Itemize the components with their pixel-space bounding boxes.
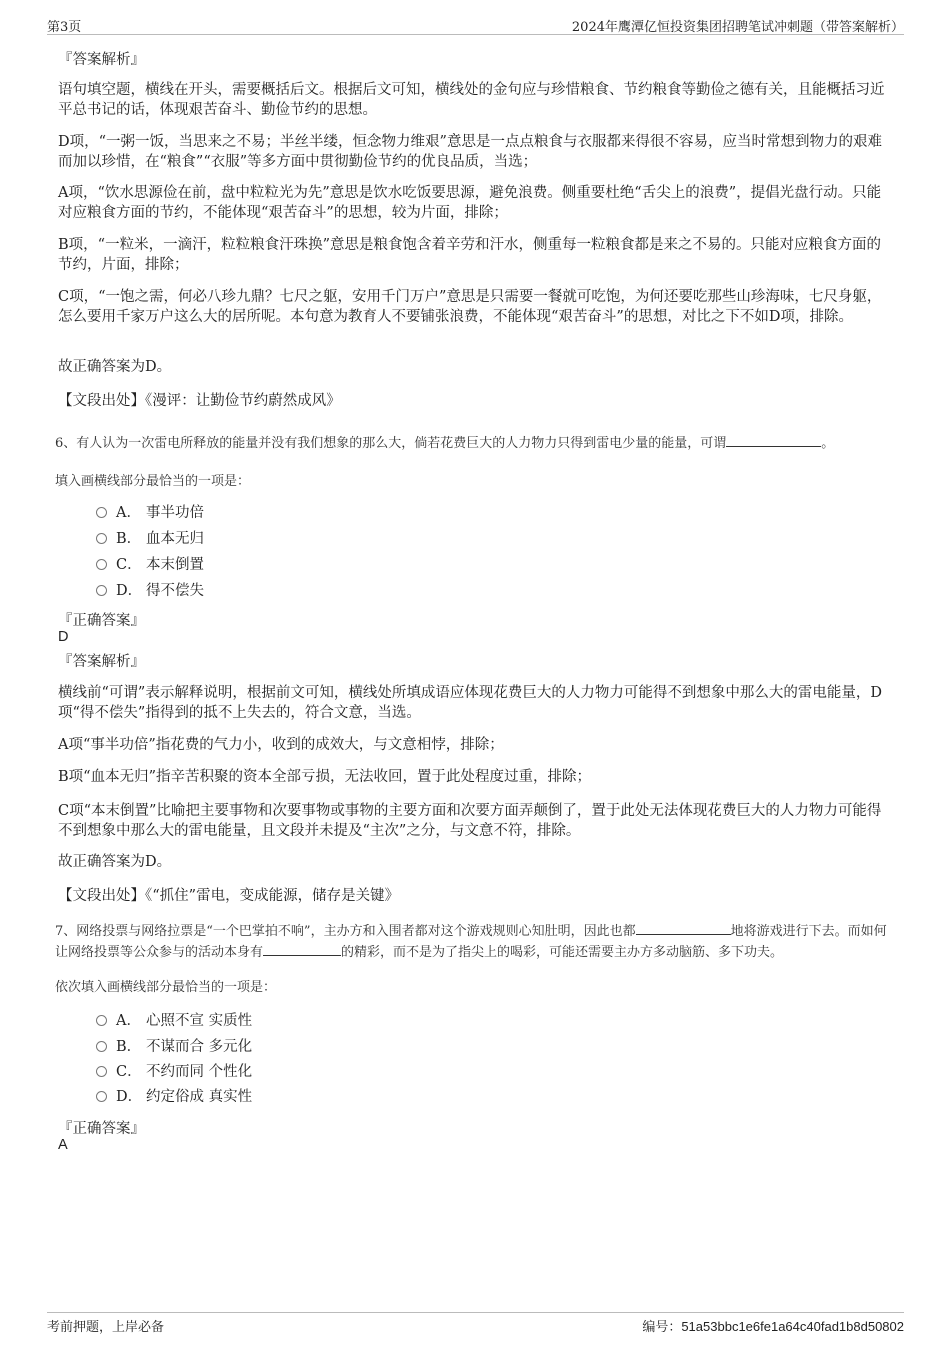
analysis-label: 『答案解析』 [58, 654, 145, 670]
radio-icon[interactable] [96, 1091, 107, 1102]
analysis-paragraph: A项，“饮水思源俭在前，盘中粒粒光为先”意思是饮水吃饭要思源，避免浪费。侧重要杜绝“舌尖上的浪费”，提倡光盘行动。只能对应粮食方面的节约，不能体现“艰苦奋斗”的思想，较为片面，排除； [58, 185, 882, 221]
radio-icon[interactable] [96, 585, 107, 596]
question-7-instruction: 依次填入画横线部分最恰当的一项是： [55, 980, 277, 995]
footer-slogan: 考前押题，上岸必备 [47, 1320, 165, 1335]
q6-option-d[interactable]: D． 得不偿失 [96, 581, 204, 601]
q7-option-a[interactable]: A． 心照不宣 实质性 [96, 1011, 252, 1031]
analysis-paragraph: C项“本末倒置”比喻把主要事物和次要事物或事物的主要方面和次要方面弄颠倒了，置于此处无法体现花费巨大的人力物力可能得不到想象中那么大的雷电能量，且文段并未提及“主次”之分，与文意不符，排除。 [58, 803, 882, 839]
correct-answer-value: D [58, 629, 69, 645]
page-number: 第3页 [47, 20, 82, 35]
source-citation: 【文段出处】《漫评：让勤俭节约蔚然成风》 [58, 393, 341, 409]
correct-answer-value: A [58, 1137, 68, 1153]
radio-icon[interactable] [96, 1015, 107, 1026]
q7-option-b[interactable]: B． 不谋而合 多元化 [96, 1037, 252, 1057]
question-6-stem: 6、有人认为一次雷电所释放的能量并没有我们想象的那么大，倘若花费巨大的人力物力只得到雷电少量的能量，可谓 。 [55, 436, 835, 451]
analysis-paragraph: 横线前“可谓”表示解释说明，根据前文可知，横线处所填成语应体现花费巨大的人力物力可能得不到想象中那么大的雷电能量，D项“得不偿失”指得到的抵不上失去的，符合文意，当选。 [58, 685, 882, 721]
radio-icon[interactable] [96, 559, 107, 570]
question-6-instruction: 填入画横线部分最恰当的一项是： [55, 474, 251, 489]
analysis-paragraph: D项，“一粥一饭，当思来之不易；半丝半缕，恒念物力维艰”意思是一点点粮食与衣服都来得很不容易，应当时常想到物力的艰难而加以珍惜，在“粮食”“衣服”等多方面中贯彻勤俭节约的优良品质，当选； [58, 134, 882, 170]
question-7-stem: 7、网络投票与网络拉票是“一个巴掌拍不响”，主办方和入围者都对这个游戏规则心知肚明，因此也都 地将游戏进行下去。而如何让网络投票等公众参与的活动本身有 的精彩，而不是为了指尖上的喝彩，可能还需要主办方多动脑筋、多下功夫。 [55, 924, 887, 960]
correct-answer-label: 『正确答案』 [58, 613, 145, 629]
q6-option-c[interactable]: C． 本末倒置 [96, 555, 204, 575]
analysis-paragraph: 语句填空题，横线在开头，需要概括后文。根据后文可知，横线处的金句应与珍惜粮食、节约粮食等勤俭之德有关，且能概括习近平总书记的话，体现艰苦奋斗、勤俭节约的思想。 [58, 82, 885, 118]
document-title: 2024年鹰潭亿恒投资集团招聘笔试冲刺题（带答案解析） [571, 20, 904, 35]
radio-icon[interactable] [96, 1066, 107, 1077]
q6-option-a[interactable]: A． 事半功倍 [96, 503, 204, 523]
radio-icon[interactable] [96, 507, 107, 518]
analysis-paragraph: A项“事半功倍”指花费的气力小，收到的成效大，与文意相悖，排除； [58, 737, 504, 753]
page-footer [47, 1312, 904, 1337]
document-code: 编号：51a53bbc1e6fe1a64c40fad1b8d50802 [642, 1319, 904, 1335]
q7-option-d[interactable]: D． 约定俗成 真实性 [96, 1087, 252, 1107]
correct-answer-statement: 故正确答案为D。 [58, 359, 172, 375]
analysis-label: 『答案解析』 [58, 52, 145, 68]
page-header [47, 14, 904, 35]
correct-answer-statement: 故正确答案为D。 [58, 854, 172, 870]
radio-icon[interactable] [96, 1041, 107, 1052]
answer-blank [636, 922, 731, 935]
analysis-paragraph: B项“血本无归”指辛苦积聚的资本全部亏损，无法收回，置于此处程度过重，排除； [58, 769, 591, 785]
q7-option-c[interactable]: C． 不约而同 个性化 [96, 1062, 252, 1082]
analysis-paragraph: C项，“一饱之需，何必八珍九鼎？七尺之躯，安用千门万户”意思是只需要一餐就可吃饱，为何还要吃那些山珍海味，七尺身躯，怎么要用千家万户这么大的居所呢。本句意为教育人不要铺张浪费，不能体现“艰苦奋斗”的思想，对比之下不如D项，排除。 [58, 289, 882, 325]
analysis-paragraph: B项，“一粒米，一滴汗，粒粒粮食汗珠换”意思是粮食饱含着辛劳和汗水，侧重每一粒粮食都是来之不易的。只能对应粮食方面的节约，片面，排除； [58, 237, 881, 273]
radio-icon[interactable] [96, 533, 107, 544]
source-citation: 【文段出处】《“抓住”雷电，变成能源，储存是关键》 [58, 888, 400, 904]
q6-option-b[interactable]: B． 血本无归 [96, 529, 204, 549]
answer-blank [263, 943, 341, 956]
answer-blank [726, 434, 821, 447]
correct-answer-label: 『正确答案』 [58, 1121, 145, 1137]
